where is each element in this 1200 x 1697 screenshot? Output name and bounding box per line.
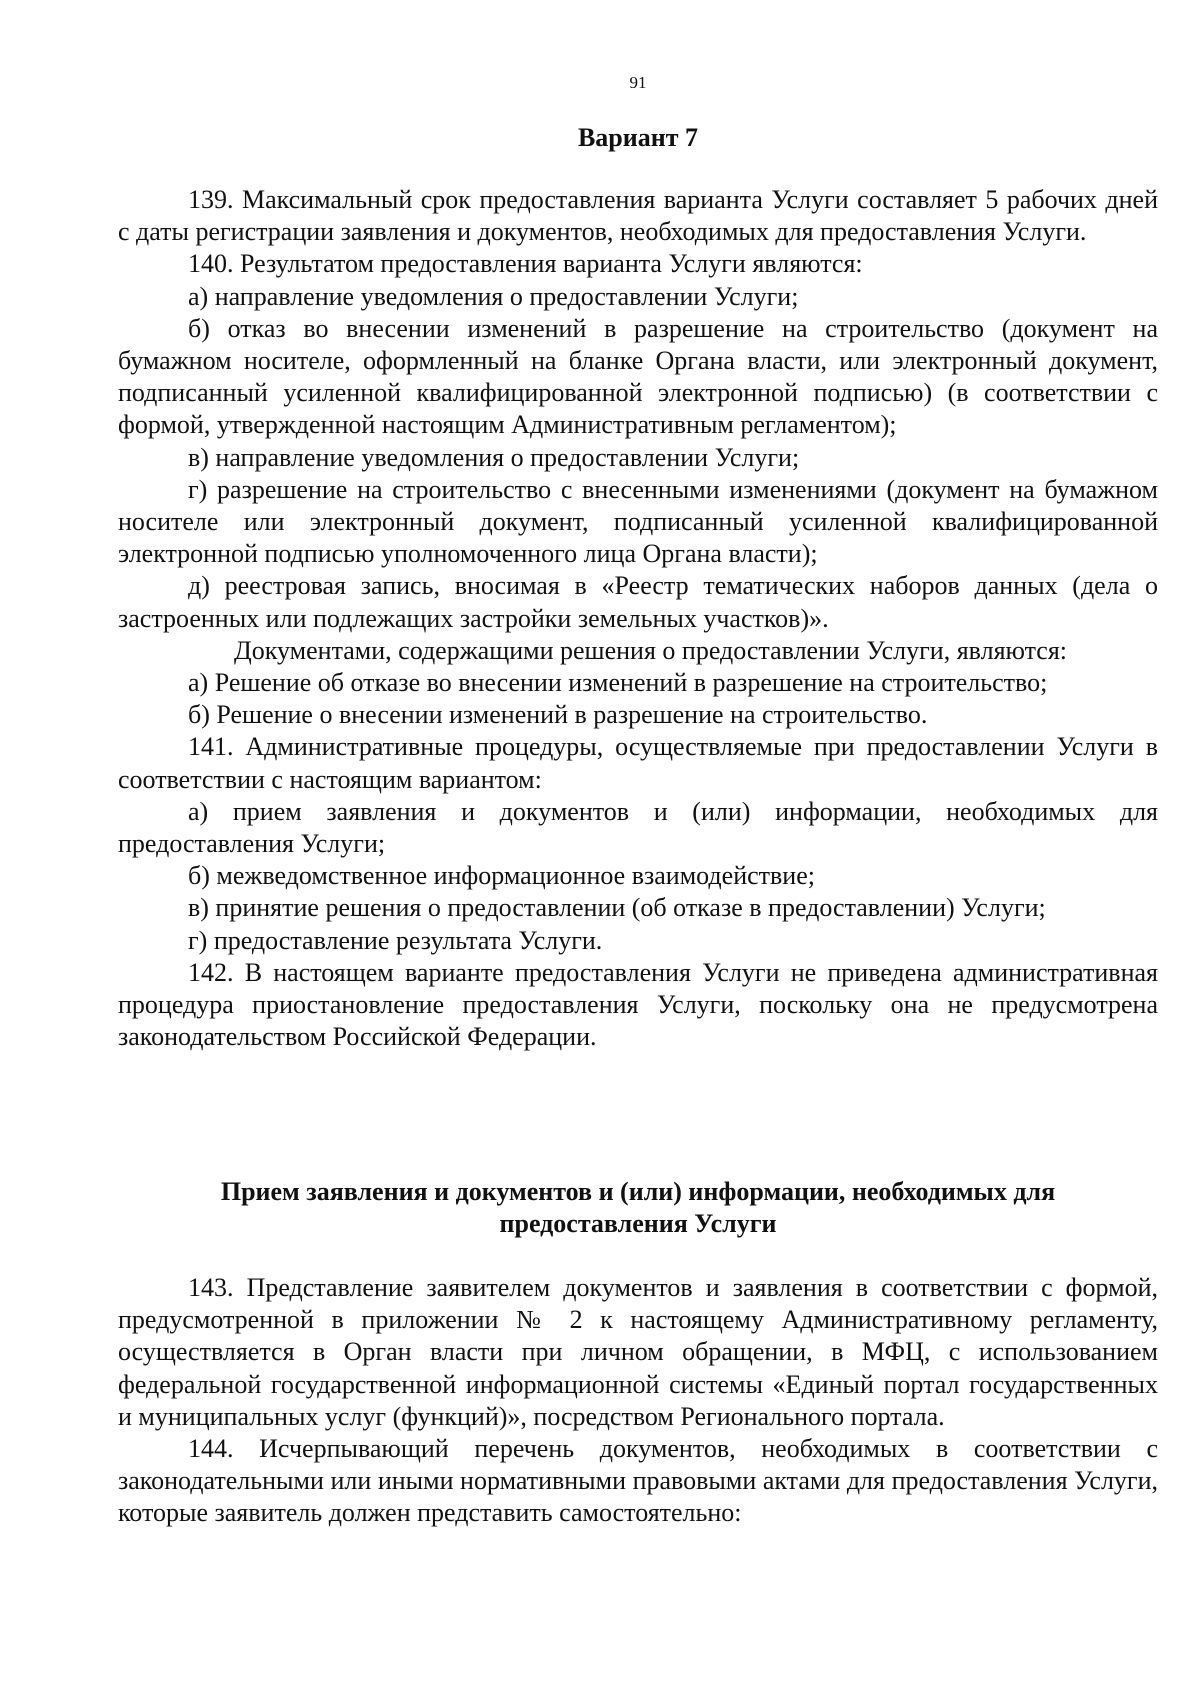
paragraph-139: 139. Максимальный срок предоставления варианта Услуги составляет 5 рабочих дней с даты регистрации заявления и документов, необходимых для предоставления Услуги. <box>118 185 1158 247</box>
decision-document-a: а) Решение об отказе во внесении изменений в разрешение на строительство; <box>188 668 1048 698</box>
list-item-140-b: б) отказ во внесении изменений в разрешение на строительство (документ на бумажном носителе, оформленный на бланке Органа власти, или электронный документ, подписанный усиленной квалифицированной электронной подписью) (в соответствии с формой, утвержденной настоящим Административным регламентом); <box>118 313 1158 440</box>
list-item-141-a: а) прием заявления и документов и (или) информации, необходимых для предоставления Услуги; <box>118 796 1158 859</box>
section-heading-line-1: Прием заявления и документов и (или) информации, необходимых для <box>220 1177 1056 1206</box>
paragraph-142: 142. В настоящем варианте предоставления Услуги не приведена административная процедура приостановление предоставления Услуги, поскольку она не предусмотрена законодательством Российской Федерации. <box>118 957 1158 1052</box>
decision-document-b: б) Решение о внесении изменений в разрешение на строительство. <box>188 700 928 730</box>
list-item-141-g: г) предоставление результата Услуги. <box>188 925 603 955</box>
paragraph-140: 140. Результатом предоставления варианта Услуги являются: <box>188 249 863 279</box>
section-heading <box>118 1176 1158 1240</box>
paragraph-143: 143. Представление заявителем документов и заявления в соответствии с формой, предусмотренной в приложении № 2 к настоящему Административному регламенту, осуществляется в Орган власти при личном обращении, в МФЦ, с использованием федеральной государственной информационной системы «Единый портал государственных и муниципальных услуг (функций)», посредством Регионального портала. <box>118 1273 1158 1431</box>
paragraph-144: 144. Исчерпывающий перечень документов, необходимых в соответствии с законодательными или иными нормативными правовыми актами для предоставления Услуги, которые заявитель должен представить самостоятельно: <box>118 1434 1158 1528</box>
list-item-141-v: в) принятие решения о предоставлении (об отказе в предоставлении) Услуги; <box>188 893 1046 923</box>
list-item-140-d: д) реестровая запись, вносимая в «Реестр тематических наборов данных (дела о застроенных или подлежащих застройки земельных участков)». <box>118 571 1158 633</box>
list-item-141-b: б) межведомственное информационное взаимодействие; <box>188 861 815 891</box>
list-item-140-v: в) направление уведомления о предоставлении Услуги; <box>188 442 800 472</box>
paragraph-141: 141. Административные процедуры, осуществляемые при предоставлении Услуги в соответствии с настоящим вариантом: <box>118 732 1158 794</box>
text-block-variant <box>118 184 1158 1053</box>
list-item-140-g: г) разрешение на строительство с внесенными изменениями (документ на бумажном носителе или электронный документ, подписанный усиленной квалифицированной электронной подписью уполномоченного лица Органа власти); <box>118 474 1158 569</box>
text-block-section <box>118 1272 1158 1530</box>
page-number: 91 <box>629 73 647 92</box>
variant-heading: Вариант 7 <box>577 123 699 152</box>
section-heading-line-2: предоставления Услуги <box>499 1209 777 1238</box>
decision-documents-intro: Документами, содержащими решения о предоставлении Услуги, являются: <box>234 635 1068 665</box>
list-item-140-a: а) направление уведомления о предоставлении Услуги; <box>188 281 799 311</box>
